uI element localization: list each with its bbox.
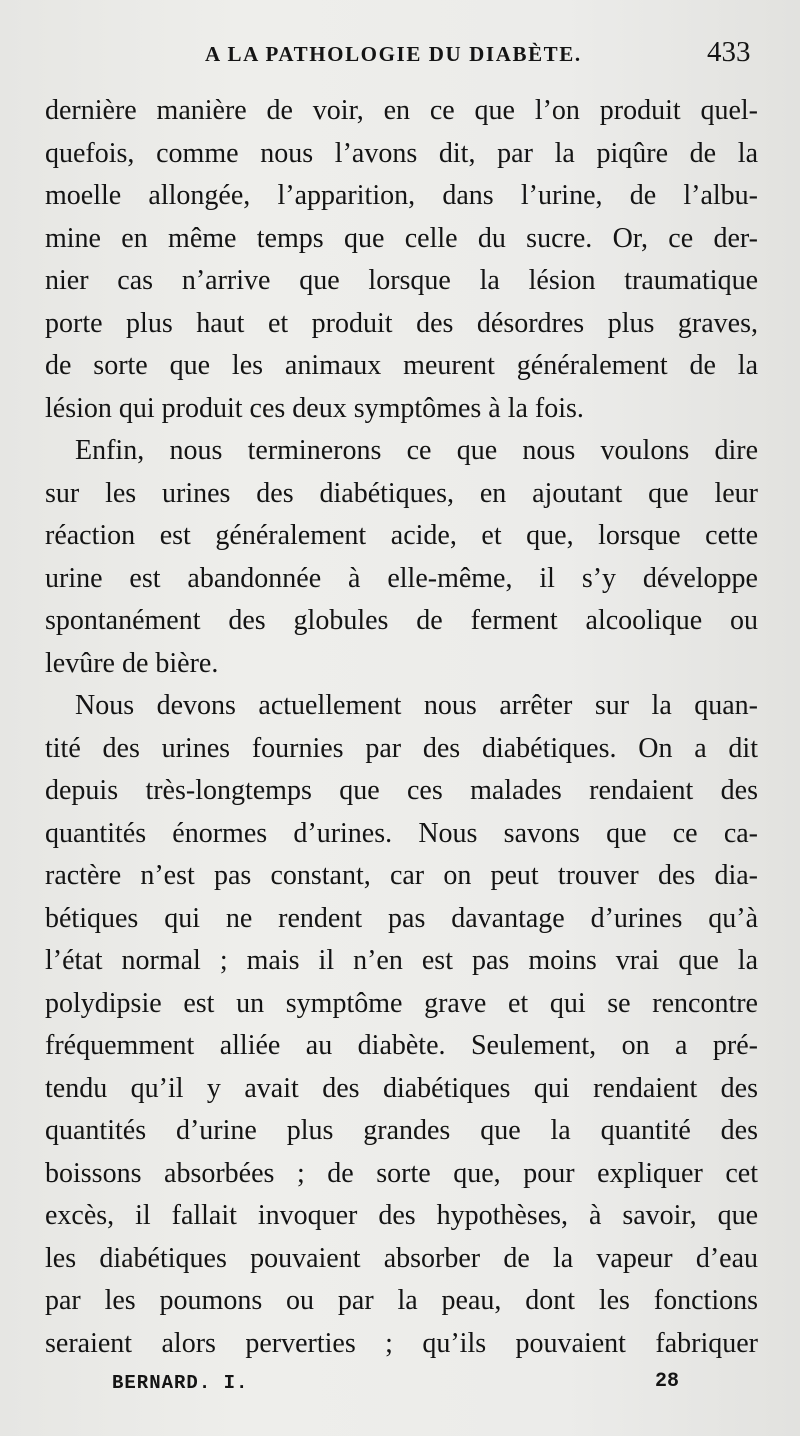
text-line: Nous devons actuellement nous arrêter sur la quan- (75, 690, 758, 721)
text-line: sur les urines des diabétiques, en ajoutant que leur (45, 477, 758, 509)
text-line: ractère n’est pas constant, car on peut trouver des dia- (45, 860, 758, 891)
text-line: les diabétiques pouvaient absorber de la vapeur d’eau (45, 1242, 758, 1274)
text-line: tendu qu’il y avait des diabétiques qui rendaient des (45, 1072, 758, 1104)
text-line: bétiques qui ne rendent pas davantage d’urines qu’à (45, 902, 758, 934)
sheet-number: 28 (655, 1370, 680, 1393)
text-line: boissons absorbées ; de sorte que, pour expliquer cet (45, 1157, 758, 1189)
text-line: quantités d’urine plus grandes que la quantité des (45, 1115, 758, 1146)
text-line: excès, il fallait invoquer des hypothèses, à savoir, que (45, 1200, 758, 1231)
running-title: A LA PATHOLOGIE DU DIABÈTE. (205, 42, 582, 66)
text-line: réaction est généralement acide, et que, lorsque cette (45, 520, 758, 551)
body-text (45, 90, 758, 1365)
text-line: porte plus haut et produit des désordres plus graves, (45, 307, 758, 339)
text-line: quefois, comme nous l’avons dit, par la piqûre de la (45, 137, 758, 169)
text-line: tité des urines fournies par des diabétiques. On a dit (45, 732, 758, 764)
text-line: urine est abandonnée à elle-même, il s’y développe (45, 562, 758, 594)
text-line: l’état normal ; mais il n’en est pas moins vrai que la (45, 945, 758, 976)
text-line: Enfin, nous terminerons ce que nous voulons dire (75, 435, 758, 466)
text-line: fréquemment alliée au diabète. Seulement, on a pré- (45, 1030, 758, 1061)
text-line: levûre de bière. (45, 647, 219, 679)
text-line: polydipsie est un symptôme grave et qui se rencontre (45, 987, 758, 1019)
page-number: 433 (707, 36, 751, 68)
text-line: par les poumons ou par la peau, dont les fonctions (45, 1285, 758, 1316)
text-line: quantités énormes d’urines. Nous savons que ce ca- (45, 817, 758, 849)
text-line: dernière manière de voir, en ce que l’on produit quel- (45, 95, 758, 126)
text-line: mine en même temps que celle du sucre. Or, ce der- (45, 222, 758, 254)
running-header (0, 38, 800, 74)
text-line: seraient alors perverties ; qu’ils pouvaient fabriquer (45, 1327, 758, 1359)
text-line: moelle allongée, l’apparition, dans l’urine, de l’albu- (45, 180, 758, 211)
printer-signature: BERNARD. I. (112, 1372, 249, 1394)
text-line: nier cas n’arrive que lorsque la lésion traumatique (45, 265, 758, 296)
text-line: de sorte que les animaux meurent généralement de la (45, 350, 758, 381)
text-line: lésion qui produit ces deux symptômes à la fois. (45, 392, 584, 424)
text-line: depuis très-longtemps que ces malades rendaient des (45, 775, 758, 806)
text-line: spontanément des globules de ferment alcoolique ou (45, 605, 758, 636)
page-footer (0, 1372, 800, 1402)
